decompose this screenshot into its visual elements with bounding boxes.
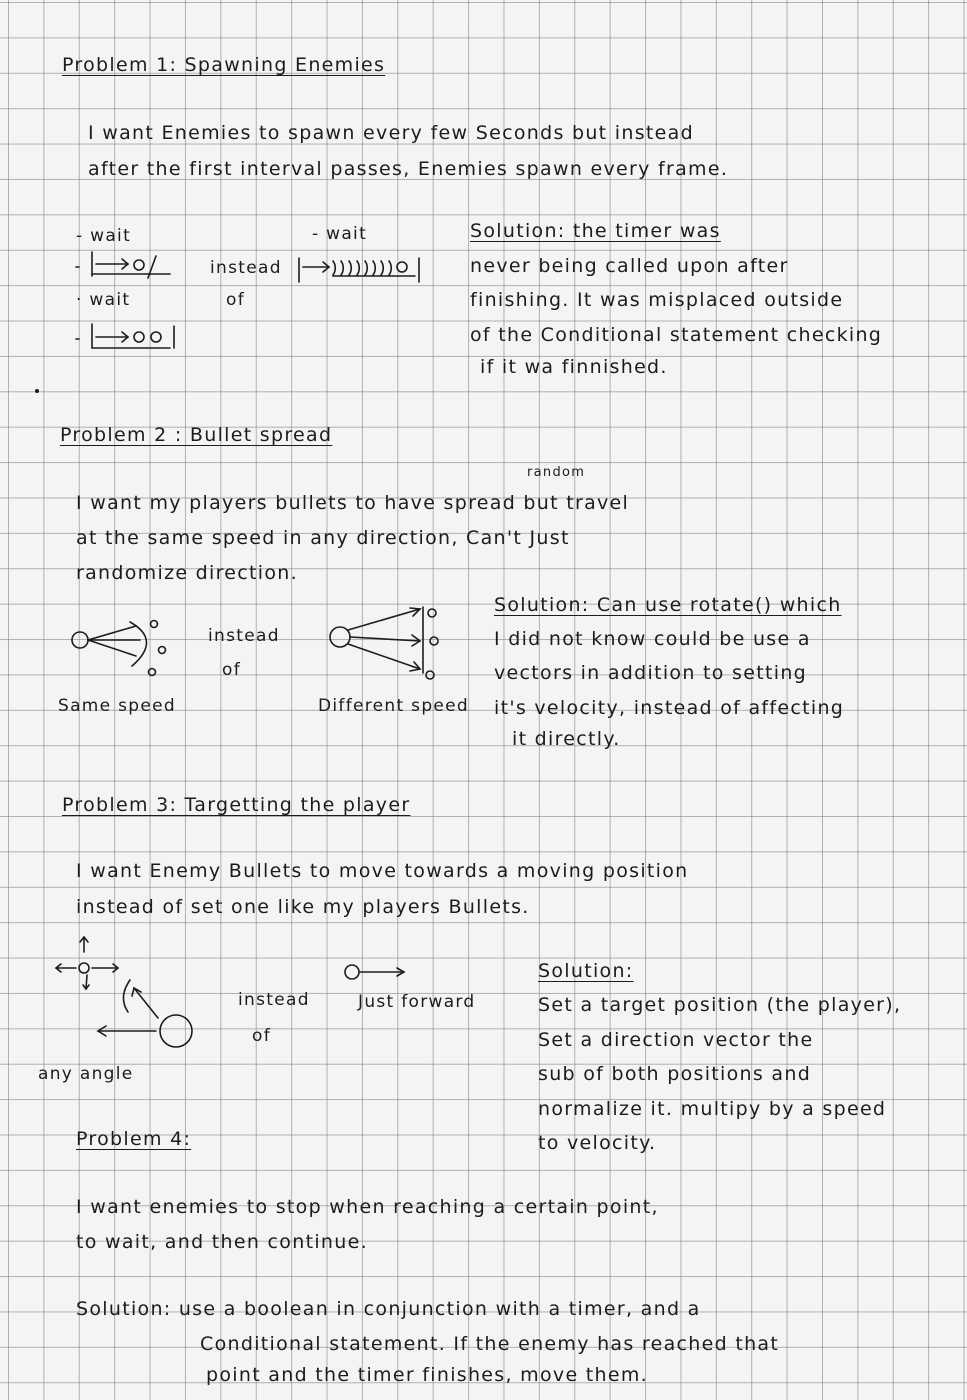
targeting-any-angle-diagram (48, 932, 208, 1062)
problem-1-solution-line-3: finishing. It was misplaced outside (470, 289, 844, 311)
problem-4-desc-line-2: to wait, and then continue. (76, 1231, 368, 1253)
problem-1-solution-line-4: of the Conditional statement checking (470, 324, 883, 346)
problem-2-desc-line-3: randomize direction. (76, 562, 298, 584)
problem-3-desc-line-2: instead of set one like my players Bullets. (76, 896, 530, 918)
spawn-timeline-correct-diagram (70, 248, 190, 358)
problem-2-solution-line-3: vectors in addition to setting (494, 662, 808, 684)
diagram-of-label: of (226, 290, 245, 310)
problem-3-desc-line-1: I want Enemy Bullets to move towards a moving position (76, 860, 689, 882)
problem-2-desc-line-1: I want my players bullets to have spread but travel (76, 492, 630, 514)
problem-3-solution-line-5: normalize it. multipy by a speed (538, 1098, 887, 1120)
spawn-timeline-bug-diagram (295, 252, 430, 292)
diagram-wait-label-1: - wait (76, 226, 132, 246)
diagram-instead-label: instead (210, 258, 282, 278)
targeting-just-forward-diagram (340, 962, 415, 984)
bullet-spread-different-speed-diagram (328, 603, 448, 688)
problem-3-solution-line-1: Solution: (538, 960, 634, 982)
problem-2-desc-line-2: at the same speed in any direction, Can't Just (76, 527, 570, 549)
any-angle-caption: any angle (38, 1064, 134, 1084)
problem-3-solution-line-3: Set a direction vector the (538, 1029, 814, 1051)
problem-2-solution-line-2: I did not know could be use a (494, 628, 811, 650)
stray-pen-dot (34, 388, 40, 394)
problem-1-solution-line-2: never being called upon after (470, 255, 789, 277)
problem-2-title: Problem 2 : Bullet spread (60, 424, 333, 446)
diagram-instead-label: instead (238, 990, 310, 1010)
random-insert-note: random (527, 465, 586, 480)
diagram-wait-label-3: - wait (312, 224, 368, 244)
bullet-spread-same-speed-diagram (70, 618, 180, 693)
same-speed-caption: Same speed (58, 696, 176, 716)
different-speed-caption: Different speed (318, 696, 470, 716)
problem-2-solution-line-4: it's velocity, instead of affecting (494, 697, 845, 719)
problem-3-solution-line-6: to velocity. (538, 1132, 657, 1154)
problem-4-desc-line-1: I want enemies to stop when reaching a certain point, (76, 1196, 659, 1218)
problem-4-title: Problem 4: (76, 1128, 192, 1150)
diagram-instead-label: instead (208, 626, 280, 646)
problem-1-solution-line-5: if it wa finnished. (480, 356, 668, 378)
problem-2-solution-line-5: it directly. (512, 728, 621, 750)
just-forward-caption: Just forward (358, 992, 476, 1012)
diagram-wait-label-2: · wait (76, 290, 131, 310)
problem-4-solution-line-3: point and the timer finishes, move them. (206, 1364, 649, 1386)
problem-3-title: Problem 3: Targetting the player (62, 794, 411, 816)
diagram-of-label: of (222, 660, 241, 680)
problem-2-solution-line-1: Solution: Can use rotate() which (494, 594, 842, 616)
problem-4-solution-line-1: Solution: use a boolean in conjunction with a timer, and a (76, 1298, 701, 1320)
problem-3-solution-line-2: Set a target position (the player), (538, 994, 902, 1016)
problem-1-solution-line-1: Solution: the timer was (470, 220, 721, 242)
problem-4-solution-line-2: Conditional statement. If the enemy has reached that (200, 1333, 780, 1355)
problem-1-desc-line-1: I want Enemies to spawn every few Seconds but instead (88, 122, 694, 144)
diagram-of-label: of (252, 1026, 271, 1046)
problem-1-title: Problem 1: Spawning Enemies (62, 54, 386, 76)
problem-1-desc-line-2: after the first interval passes, Enemies spawn every frame. (88, 158, 729, 180)
problem-3-solution-line-4: sub of both positions and (538, 1063, 812, 1085)
